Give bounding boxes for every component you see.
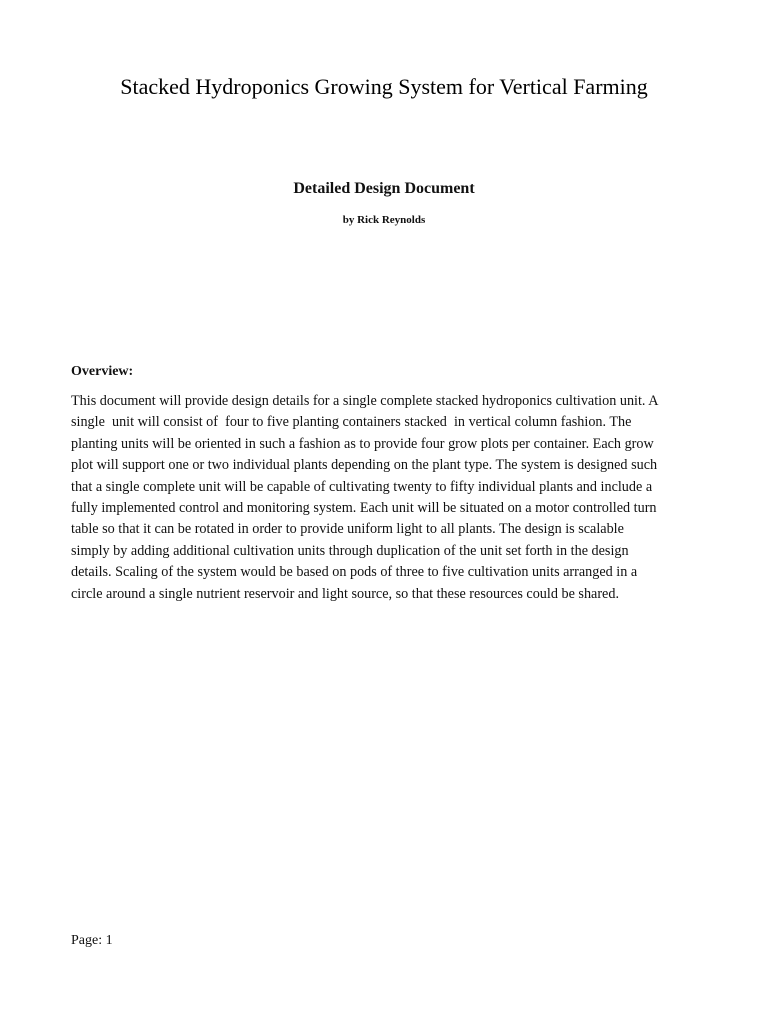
overview-heading: Overview:: [71, 364, 134, 379]
paragraph-line: This document will provide design details for a single complete stacked hydroponics cultivation unit. A: [71, 393, 659, 409]
paragraph-line: plot will support one or two individual plants depending on the plant type. The system is designed such: [71, 457, 658, 474]
paragraph-line: details. Scaling of the system would be based on pods of three to five cultivation units arranged in a: [71, 564, 638, 581]
overview-section: [71, 362, 703, 605]
paragraph-line: planting units will be oriented in such a fashion as to provide four grow plots per container. Each grow: [71, 435, 654, 452]
paragraph-line: simply by adding additional cultivation units through duplication of the unit set forth in the design: [71, 542, 629, 559]
paragraph-line: that a single complete unit will be capable of cultivating twenty to fifty individual plants and include a: [71, 478, 653, 495]
page-number: Page: 1: [71, 933, 113, 948]
document-subtitle: Detailed Design Document: [293, 180, 475, 197]
overview-paragraph: [71, 391, 703, 605]
document-author: by Rick Reynolds: [342, 214, 426, 226]
paragraph-line: single unit will consist of four to five planting containers stacked in vertical column fashion. The: [71, 414, 632, 431]
paragraph-line: circle around a single nutrient reservoir and light source, so that these resources could be shared.: [71, 585, 619, 602]
paragraph-line: fully implemented control and monitoring system. Each unit will be situated on a motor controlled turn: [71, 500, 657, 517]
paragraph-line: table so that it can be rotated in order to provide uniform light to all plants. The design is scalable: [71, 521, 624, 538]
document-title: Stacked Hydroponics Growing System for Vertical Farming: [120, 74, 648, 99]
